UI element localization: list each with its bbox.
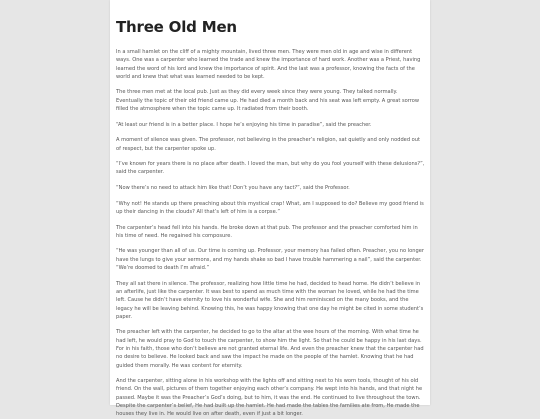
paragraph: A moment of silence was given. The professor, not believing in the preacher’s religion, sat quietly and only nodded out of respect, but the carpenter spoke up. — [116, 137, 421, 152]
paragraph: The carpenter’s head fell into his hands. He broke down at that pub. The professor and the preacher comforted him in his time of need. He regained his composure. — [116, 224, 418, 239]
paragraph: And the carpenter, sitting alone in his workshop with the lights off and sitting next to his worn tools, thought of his old friend. On the wall, pictures of them together enjoying each other’s company. He wept into his hands, and that night he passed. Maybe it was the Preacher’s God’s doing, but to him, it was the end. He continued to live throughout the town. Despite the carpenter’s belief, He had built up the hamlet. He had made the tables the families ate from, He made the houses they live in. He would live on after death, even if just a bit longer. — [116, 378, 423, 418]
paragraph: In a small hamlet on the cliff of a mighty mountain, lived three men. They were men old in age and wise in different ways. One was a carpenter who learned the trade and knew the importance of hard work. Another was a Priest, having learned the word of his lord and knew the importance of spirit. And the last was a professor, knowing the facts of the world and knew that what was learned needed to be kept. — [116, 49, 421, 80]
document-content — [110, 0, 430, 419]
story-title: Three Old Men — [116, 18, 237, 36]
paragraph: “Now there’s no need to attack him like that! Don’t you have any tact?”, said the Professor. — [116, 185, 350, 192]
paragraph: “I’ve known for years there is no place after death. I loved the man, but why do you fool yourself with these delusions?”, said the carpenter. — [116, 161, 425, 176]
paragraph: “He was younger than all of us. Our time is coming up. Professor, your memory has failed often. Preacher, you no longer have the lungs to give your sermons, and my hands shake so bad I have trouble hammering a nail”, said the carpenter. “We’re doomed to death I’m afraid.” — [116, 248, 424, 272]
paragraph: They all sat there in silence. The professor, realizing how little time he had, decided to head home. He didn’t believe in an afterlife, just like the carpenter. It was best to spend as much time with the woman he loved, while he had the time left. Cause he didn’t have eternity to love his wonderful wife. She and him reminisced on the many books, and the legacy he will be leaving behind. Knowing this, he was happy knowing that one day he might be cited in some student’s paper. — [116, 280, 424, 320]
paragraph: The preacher left with the carpenter, he decided to go to the altar at the wee hours of the morning. With what time he had left, he would pray to God to touch the carpenter, to show him the light. So that he could be happy in his last days. For in his faith, those who don’t believe are not granted eternal life. And even the preacher knew that the carpenter had no desire to believe. He looked back and saw the impact he made on the people of the hamlet. Knowing that he had guided them morally. He was content for eternity. — [116, 329, 424, 369]
document-page — [110, 0, 430, 418]
paragraph: The three men met at the local pub. Just as they did every week since they were young. They talked normally. Eventually the topic of their old friend came up. He had died a month back and his seat was left empty. A great sorrow filled the atmosphere when the topic came up. It radiated from their booth. — [116, 89, 420, 113]
paragraph: “At least our friend is in a better place. I hope he’s enjoying his time in paradise”, said the preacher. — [116, 121, 372, 128]
paragraph: “Why not! He stands up there preaching about this mystical crap! What, am I supposed to do? Believe my good friend is up their dancing in the clouds? All that’s left of him is a corpse.” — [116, 200, 424, 215]
